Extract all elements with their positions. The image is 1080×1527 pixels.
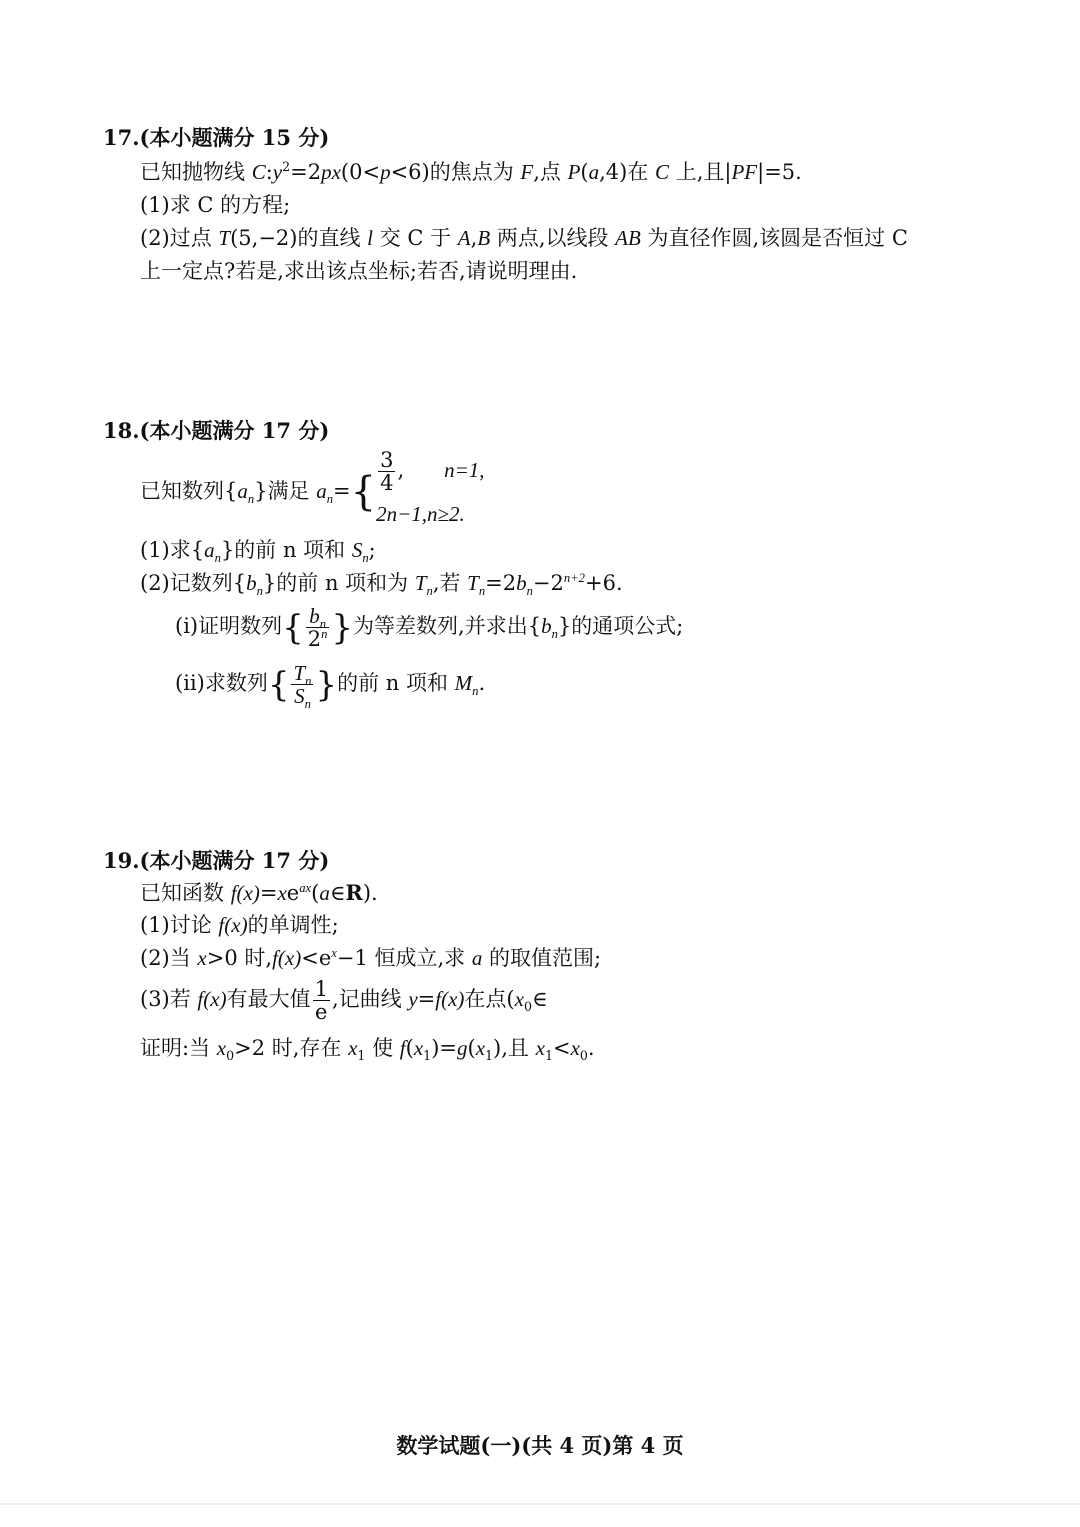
piecewise-cases: $\frac{3}{4}$ , n=1, 2n−1,n≥2. [376,447,485,526]
question-18-header: 18.(本小题满分 17 分) [103,418,330,443]
question-19-part-3-cont: 证明:当 $x_0>2$ 时,存在 $x_1$ 使 $f(x_1)=g(x_1)$,且 $x_1<x_0$. [140,1036,595,1064]
question-18-part-1: (1)求$\{a_n\}$的前 n 项和 $S_n$; [140,538,376,566]
question-19-part-3: (3)若 f(x)有最大值 $\frac{1}{e}$ ,记曲线 y=f(x)在点($x_0\in$ [140,977,548,1025]
question-19-stem: 已知函数 $f(x)=xe^{ax}(a\in R)$. [140,880,378,905]
question-18-part-2-ii: (ⅱ)求数列{ $\frac{T_n}{S_n}$ }的前 n 项和 $M_n$. [175,661,486,712]
left-brace: { [350,469,377,515]
page-footer: 数学试题(一)(共 4 页)第 4 页 [396,1433,684,1458]
question-17-part-2-cont: 上一定点?若是,求出该点坐标;若否,请说明理由. [140,259,578,283]
question-18-part-2: (2)记数列$\{b_n\}$的前 n 项和为 $T_n$,若 $T_n=2b_n-2^{n+2}+6$. [140,571,623,599]
question-19-header: 19.(本小题满分 17 分) [103,848,330,873]
question-17-header: 17.(本小题满分 15 分) [103,125,330,150]
question-18-stem: 已知数列$\{a_n\}$满足 $a_n=${ $\frac{3}{4}$ , n=1, 2n−1,n≥2. [140,448,485,536]
question-18-part-2-i: (ⅰ)证明数列{ $\frac{b_n}{2^n}$ }为等差数列,并求出$\{b_n\}$的通项公式; [175,604,684,652]
question-17-part-1: (1)求 C 的方程; [140,193,291,217]
bottom-divider [0,1503,1080,1505]
question-19-part-2: (2)当 x>0 时$,f(x)<e^x-1$ 恒成立,求 a 的取值范围; [140,946,602,970]
question-19-part-1: (1)讨论 f(x)的单调性; [140,913,339,937]
question-17-stem: 已知抛物线 $C:y^2=2px(0<p<6)$的焦点为 F,点 P(a,4)在 C 上,且|PF|=5. [140,159,802,184]
question-17-part-2: (2)过点 T(5,−2)的直线 l 交 C 于 A,B 两点,以线段 AB 为直径作圆,该圆是否恒过 C [140,226,908,250]
